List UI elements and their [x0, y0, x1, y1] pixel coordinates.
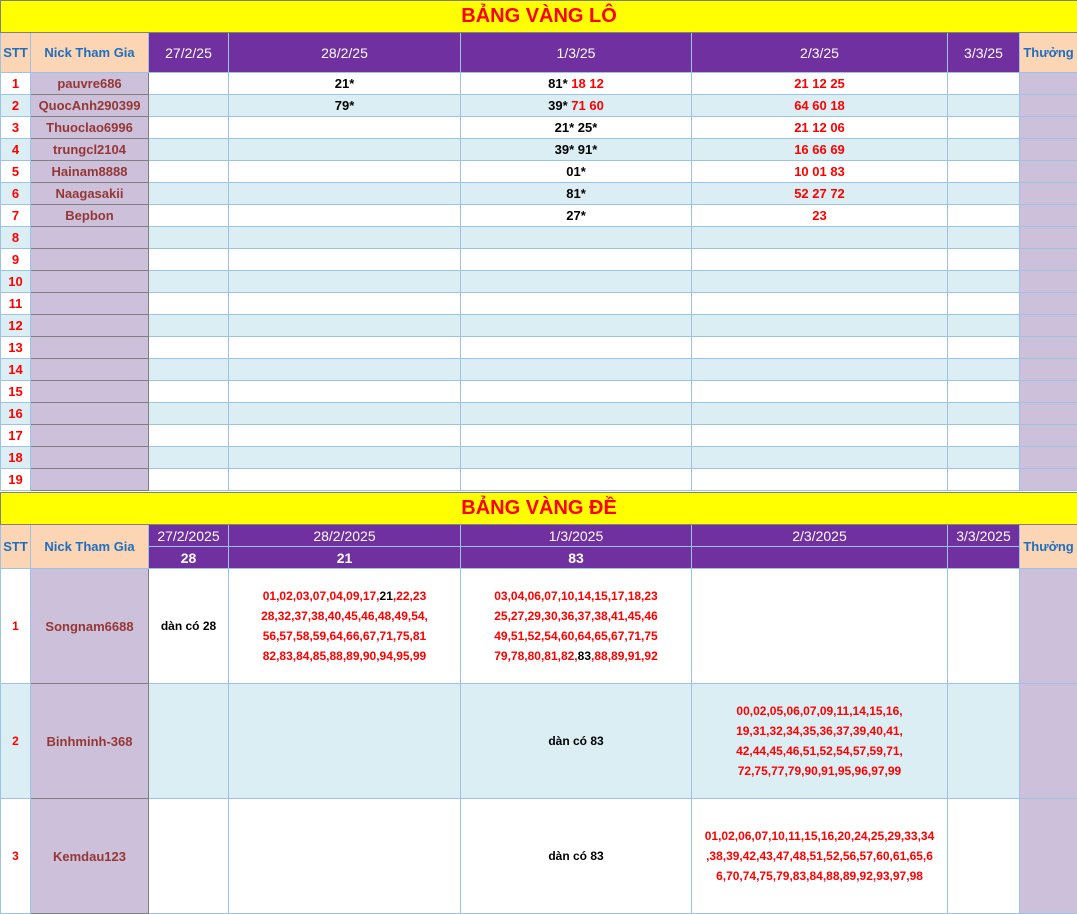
lo-stt-cell: 9 — [1, 249, 31, 271]
de-number-list — [229, 586, 460, 666]
de-number-segment: 21 — [380, 589, 393, 603]
lo-pick-cell — [692, 271, 948, 293]
lo-pick-cell — [461, 95, 692, 117]
lo-pick-cell — [948, 227, 1020, 249]
de-reward-cell — [1020, 569, 1077, 684]
lo-pick-cell — [461, 447, 692, 469]
de-stt-cell: 1 — [1, 569, 31, 684]
de-pick-cell — [692, 684, 948, 799]
lo-pick-cell — [229, 227, 461, 249]
de-dan-note: dàn có 83 — [548, 734, 603, 748]
lo-table-row — [1, 139, 1077, 161]
de-number-segment: 25,27,29,30,36,37,38,41,45,46 — [494, 609, 657, 623]
lo-table-row — [1, 227, 1077, 249]
lo-pick-cell — [229, 95, 461, 117]
de-pick-cell — [229, 684, 461, 799]
lo-pick-cell — [692, 293, 948, 315]
de-date-header: 2/3/2025 — [692, 525, 948, 547]
lo-pick-cell — [149, 359, 229, 381]
lo-nick-cell — [31, 249, 149, 271]
lo-pick-cell — [461, 249, 692, 271]
lo-stt-cell: 6 — [1, 183, 31, 205]
de-number-line — [696, 741, 943, 761]
lo-pick-cell — [692, 425, 948, 447]
lo-pick-cell — [149, 381, 229, 403]
lo-pick-number: 21* — [335, 76, 355, 91]
lo-stt-cell: 10 — [1, 271, 31, 293]
de-number-segment: 03,04,06,07,10,14,15,17,18,23 — [494, 589, 657, 603]
lo-pick-cell — [692, 73, 948, 95]
lo-table-row — [1, 205, 1077, 227]
de-result-value — [692, 547, 948, 569]
lo-table-row — [1, 117, 1077, 139]
lo-pick-cell — [149, 271, 229, 293]
lo-reward-cell — [1020, 447, 1077, 469]
lo-nick-cell: QuocAnh290399 — [31, 95, 149, 117]
lo-stt-header: STT — [1, 33, 31, 73]
de-number-line — [233, 626, 456, 646]
lo-pick-cell — [229, 425, 461, 447]
lo-pick-cell — [948, 95, 1020, 117]
lo-pick-cell — [948, 117, 1020, 139]
de-number-list — [692, 701, 947, 781]
lo-reward-cell — [1020, 359, 1077, 381]
lo-pick-cell — [461, 381, 692, 403]
lo-pick-cell — [692, 117, 948, 139]
lo-pick-cell — [229, 73, 461, 95]
lo-reward-cell — [1020, 315, 1077, 337]
lo-pick-number: 39* — [548, 98, 571, 113]
lo-pick-cell — [461, 403, 692, 425]
de-pick-cell — [948, 799, 1020, 914]
lo-pick-cell — [948, 469, 1020, 491]
lo-pick-number: 39* 91* — [555, 142, 598, 157]
lo-stt-cell: 2 — [1, 95, 31, 117]
lo-pick-cell — [948, 73, 1020, 95]
de-table-row — [1, 684, 1077, 799]
lo-stt-cell: 16 — [1, 403, 31, 425]
lo-nick-cell — [31, 337, 149, 359]
lo-table-row — [1, 447, 1077, 469]
lo-table-row — [1, 161, 1077, 183]
de-date-header: 3/3/2025 — [948, 525, 1020, 547]
de-date-header: 1/3/2025 — [461, 525, 692, 547]
lo-pick-cell — [692, 315, 948, 337]
lo-pick-number: 23 — [812, 208, 826, 223]
de-dan-note: dàn có 28 — [161, 619, 216, 633]
lo-pick-number: 81* — [548, 76, 571, 91]
de-pick-cell — [692, 799, 948, 914]
de-number-line — [233, 586, 456, 606]
lo-pick-cell — [149, 205, 229, 227]
lo-table-row — [1, 95, 1077, 117]
lo-pick-cell — [229, 469, 461, 491]
lo-stt-cell: 19 — [1, 469, 31, 491]
lo-date-header: 2/3/25 — [692, 33, 948, 73]
de-pick-cell — [229, 569, 461, 684]
lo-table-row — [1, 469, 1077, 491]
de-number-line — [465, 626, 687, 646]
lo-stt-cell: 18 — [1, 447, 31, 469]
lo-pick-cell — [461, 425, 692, 447]
de-reward-cell — [1020, 684, 1077, 799]
lo-stt-cell: 8 — [1, 227, 31, 249]
de-number-line — [465, 606, 687, 626]
de-pick-cell — [149, 684, 229, 799]
lo-nick-cell — [31, 271, 149, 293]
lo-pick-cell — [948, 447, 1020, 469]
lo-nick-cell: Thuoclao6996 — [31, 117, 149, 139]
lo-pick-cell — [149, 425, 229, 447]
de-number-segment: 28,32,37,38,40,45,46,48,49,54, — [261, 609, 428, 623]
de-number-line — [233, 646, 456, 666]
de-table — [0, 492, 1077, 914]
lo-pick-cell — [149, 139, 229, 161]
lo-reward-cell — [1020, 139, 1077, 161]
de-stt-header: STT — [1, 525, 31, 569]
lo-pick-cell — [692, 161, 948, 183]
lo-nick-cell: trungcl2104 — [31, 139, 149, 161]
lo-pick-cell — [229, 139, 461, 161]
lo-pick-cell — [461, 359, 692, 381]
lo-pick-number: 16 66 69 — [794, 142, 845, 157]
lo-reward-cell — [1020, 403, 1077, 425]
de-pick-cell — [461, 684, 692, 799]
lo-reward-cell — [1020, 469, 1077, 491]
lo-nick-cell: pauvre686 — [31, 73, 149, 95]
lo-pick-cell — [149, 183, 229, 205]
lo-table-row — [1, 73, 1077, 95]
lo-reward-cell — [1020, 117, 1077, 139]
de-number-segment: 82,83,84,85,88,89,90,94,95,99 — [263, 649, 426, 663]
de-reward-cell — [1020, 799, 1077, 914]
lo-nick-cell — [31, 227, 149, 249]
de-table-row — [1, 569, 1077, 684]
lo-nick-cell — [31, 359, 149, 381]
lo-stt-cell: 12 — [1, 315, 31, 337]
lo-reward-cell — [1020, 227, 1077, 249]
lo-pick-cell — [692, 469, 948, 491]
lo-reward-cell — [1020, 183, 1077, 205]
lo-pick-cell — [461, 315, 692, 337]
lo-pick-cell — [149, 337, 229, 359]
lo-nick-cell: Naagasakii — [31, 183, 149, 205]
lo-pick-number: 64 60 18 — [794, 98, 845, 113]
lo-pick-cell — [229, 161, 461, 183]
lo-pick-number: 79* — [335, 98, 355, 113]
lo-nick-cell — [31, 315, 149, 337]
lo-pick-cell — [948, 403, 1020, 425]
lo-nick-cell — [31, 381, 149, 403]
lo-date-header: 27/2/25 — [149, 33, 229, 73]
de-title: BẢNG VÀNG ĐỀ — [1, 493, 1077, 525]
lo-pick-cell — [948, 315, 1020, 337]
lo-pick-cell — [461, 271, 692, 293]
de-number-line — [696, 866, 943, 886]
de-date-header: 27/2/2025 — [149, 525, 229, 547]
lo-table-row — [1, 293, 1077, 315]
lo-reward-cell — [1020, 271, 1077, 293]
lo-pick-cell — [229, 249, 461, 271]
de-number-segment: 83 — [578, 649, 591, 663]
de-pick-cell — [461, 799, 692, 914]
lo-reward-cell — [1020, 381, 1077, 403]
de-number-line — [696, 846, 943, 866]
lo-reward-header: Thưởng — [1020, 33, 1077, 73]
lo-pick-cell — [149, 293, 229, 315]
de-number-segment: 6,70,74,75,79,83,84,88,89,92,93,97,98 — [716, 869, 923, 883]
de-number-segment: 01,02,03,07,04,09,17, — [263, 589, 380, 603]
lo-nick-cell — [31, 447, 149, 469]
de-number-segment: ,88,89,91,92 — [591, 649, 658, 663]
de-stt-cell: 3 — [1, 799, 31, 914]
lo-date-header: 3/3/25 — [948, 33, 1020, 73]
de-number-list — [461, 586, 691, 666]
lo-stt-cell: 13 — [1, 337, 31, 359]
de-pick-cell — [149, 799, 229, 914]
de-number-line — [696, 721, 943, 741]
lo-pick-cell — [149, 161, 229, 183]
lo-stt-cell: 3 — [1, 117, 31, 139]
lo-pick-number: 71 60 — [571, 98, 604, 113]
lo-pick-number: 81* — [566, 186, 586, 201]
de-pick-cell — [948, 569, 1020, 684]
de-stt-cell: 2 — [1, 684, 31, 799]
lo-pick-cell — [229, 315, 461, 337]
lo-pick-cell — [229, 403, 461, 425]
de-result-value: 28 — [149, 547, 229, 569]
de-result-value — [948, 547, 1020, 569]
lo-pick-cell — [149, 315, 229, 337]
de-nick-cell: Songnam6688 — [31, 569, 149, 684]
lo-stt-cell: 11 — [1, 293, 31, 315]
lo-pick-cell — [229, 205, 461, 227]
de-result-value: 83 — [461, 547, 692, 569]
lo-pick-cell — [948, 249, 1020, 271]
lo-date-header: 28/2/25 — [229, 33, 461, 73]
lo-stt-cell: 7 — [1, 205, 31, 227]
de-nick-cell: Binhminh-368 — [31, 684, 149, 799]
lo-pick-cell — [229, 117, 461, 139]
de-number-segment: ,38,39,42,43,47,48,51,52,56,57,60,61,65,6 — [706, 849, 933, 863]
lo-pick-number: 21 12 25 — [794, 76, 845, 91]
lo-stt-cell: 5 — [1, 161, 31, 183]
de-nick-header: Nick Tham Gia — [31, 525, 149, 569]
lo-pick-cell — [948, 161, 1020, 183]
lo-pick-cell — [461, 337, 692, 359]
lo-pick-cell — [149, 227, 229, 249]
lo-reward-cell — [1020, 337, 1077, 359]
lo-stt-cell: 17 — [1, 425, 31, 447]
lo-pick-number: 18 12 — [571, 76, 604, 91]
lo-date-header: 1/3/25 — [461, 33, 692, 73]
lo-table-row — [1, 403, 1077, 425]
lo-pick-cell — [948, 293, 1020, 315]
lo-pick-cell — [229, 183, 461, 205]
de-number-line — [465, 586, 687, 606]
de-date-header: 28/2/2025 — [229, 525, 461, 547]
lo-pick-number: 21 12 06 — [794, 120, 845, 135]
lo-reward-cell — [1020, 249, 1077, 271]
lo-pick-cell — [149, 117, 229, 139]
lo-nick-cell — [31, 403, 149, 425]
lo-table-row — [1, 359, 1077, 381]
lo-pick-number: 52 27 72 — [794, 186, 845, 201]
de-number-line — [696, 761, 943, 781]
de-number-line — [465, 646, 687, 666]
de-number-line — [696, 826, 943, 846]
lo-pick-number: 27* — [566, 208, 586, 223]
lo-pick-cell — [149, 469, 229, 491]
lo-table-row — [1, 249, 1077, 271]
de-number-line — [233, 606, 456, 626]
lo-reward-cell — [1020, 95, 1077, 117]
lo-reward-cell — [1020, 73, 1077, 95]
de-table-row — [1, 799, 1077, 914]
lo-pick-cell — [461, 73, 692, 95]
lo-pick-cell — [948, 381, 1020, 403]
lo-nick-cell — [31, 425, 149, 447]
lo-table-row — [1, 183, 1077, 205]
lo-pick-cell — [692, 403, 948, 425]
lo-pick-cell — [692, 205, 948, 227]
lo-pick-cell — [948, 359, 1020, 381]
lo-pick-cell — [149, 249, 229, 271]
lo-pick-cell — [149, 403, 229, 425]
de-number-segment: 00,02,05,06,07,09,11,14,15,16, — [736, 704, 902, 718]
lo-pick-cell — [229, 447, 461, 469]
lo-pick-cell — [948, 205, 1020, 227]
lo-pick-cell — [149, 447, 229, 469]
de-number-segment: ,22,23 — [393, 589, 426, 603]
lo-reward-cell — [1020, 425, 1077, 447]
lo-pick-cell — [948, 425, 1020, 447]
lo-pick-cell — [149, 73, 229, 95]
lo-pick-cell — [229, 337, 461, 359]
lo-pick-cell — [692, 139, 948, 161]
lo-pick-cell — [229, 271, 461, 293]
lo-pick-cell — [692, 359, 948, 381]
lo-table-row — [1, 315, 1077, 337]
lo-pick-cell — [948, 271, 1020, 293]
lo-reward-cell — [1020, 293, 1077, 315]
lo-stt-cell: 4 — [1, 139, 31, 161]
lo-pick-cell — [229, 293, 461, 315]
de-pick-cell — [692, 569, 948, 684]
lo-pick-cell — [948, 183, 1020, 205]
lo-pick-cell — [692, 381, 948, 403]
lo-pick-cell — [149, 95, 229, 117]
lo-table-row — [1, 271, 1077, 293]
de-number-segment: 49,51,52,54,60,64,65,67,71,75 — [494, 629, 657, 643]
lo-pick-cell — [461, 205, 692, 227]
lo-stt-cell: 14 — [1, 359, 31, 381]
de-number-line — [696, 701, 943, 721]
de-pick-cell — [149, 569, 229, 684]
lo-nick-cell: Bepbon — [31, 205, 149, 227]
lo-stt-cell: 15 — [1, 381, 31, 403]
lo-table-row — [1, 337, 1077, 359]
de-number-list — [692, 826, 947, 886]
lo-pick-cell — [461, 293, 692, 315]
lo-table-row — [1, 425, 1077, 447]
lo-pick-cell — [461, 227, 692, 249]
lo-pick-cell — [461, 117, 692, 139]
de-number-segment: 19,31,32,34,35,36,37,39,40,41, — [736, 724, 903, 738]
lo-nick-cell — [31, 293, 149, 315]
lo-reward-cell — [1020, 161, 1077, 183]
lo-pick-cell — [461, 139, 692, 161]
de-dan-note: dàn có 83 — [548, 849, 603, 863]
de-number-segment: 79,78,80,81,82, — [494, 649, 577, 663]
lo-pick-cell — [692, 337, 948, 359]
lo-pick-cell — [461, 161, 692, 183]
lo-title: BẢNG VÀNG LÔ — [1, 1, 1077, 33]
lo-pick-cell — [692, 447, 948, 469]
de-result-value: 21 — [229, 547, 461, 569]
lo-pick-cell — [461, 469, 692, 491]
de-number-segment: 72,75,77,79,90,91,95,96,97,99 — [738, 764, 901, 778]
lo-pick-cell — [229, 359, 461, 381]
lo-stt-cell: 1 — [1, 73, 31, 95]
lo-pick-cell — [948, 139, 1020, 161]
lo-nick-header: Nick Tham Gia — [31, 33, 149, 73]
lo-nick-cell: Hainam8888 — [31, 161, 149, 183]
lo-table-row — [1, 381, 1077, 403]
de-number-segment: 42,44,45,46,51,52,54,57,59,71, — [736, 744, 903, 758]
lo-pick-cell — [692, 95, 948, 117]
de-number-segment: 01,02,06,07,10,11,15,16,20,24,25,29,33,34 — [705, 829, 935, 843]
lo-reward-cell — [1020, 205, 1077, 227]
lo-nick-cell — [31, 469, 149, 491]
lo-pick-cell — [692, 249, 948, 271]
lo-pick-cell — [692, 227, 948, 249]
lo-pick-number: 10 01 83 — [794, 164, 845, 179]
lo-pick-cell — [692, 183, 948, 205]
lo-pick-cell — [461, 183, 692, 205]
de-number-segment: 56,57,58,59,64,66,67,71,75,81 — [263, 629, 426, 643]
lo-pick-cell — [948, 337, 1020, 359]
de-nick-cell: Kemdau123 — [31, 799, 149, 914]
lo-pick-number: 01* — [566, 164, 586, 179]
de-pick-cell — [229, 799, 461, 914]
de-pick-cell — [461, 569, 692, 684]
lo-pick-number: 21* 25* — [555, 120, 598, 135]
de-pick-cell — [948, 684, 1020, 799]
lo-pick-cell — [229, 381, 461, 403]
de-reward-header: Thưởng — [1020, 525, 1077, 569]
